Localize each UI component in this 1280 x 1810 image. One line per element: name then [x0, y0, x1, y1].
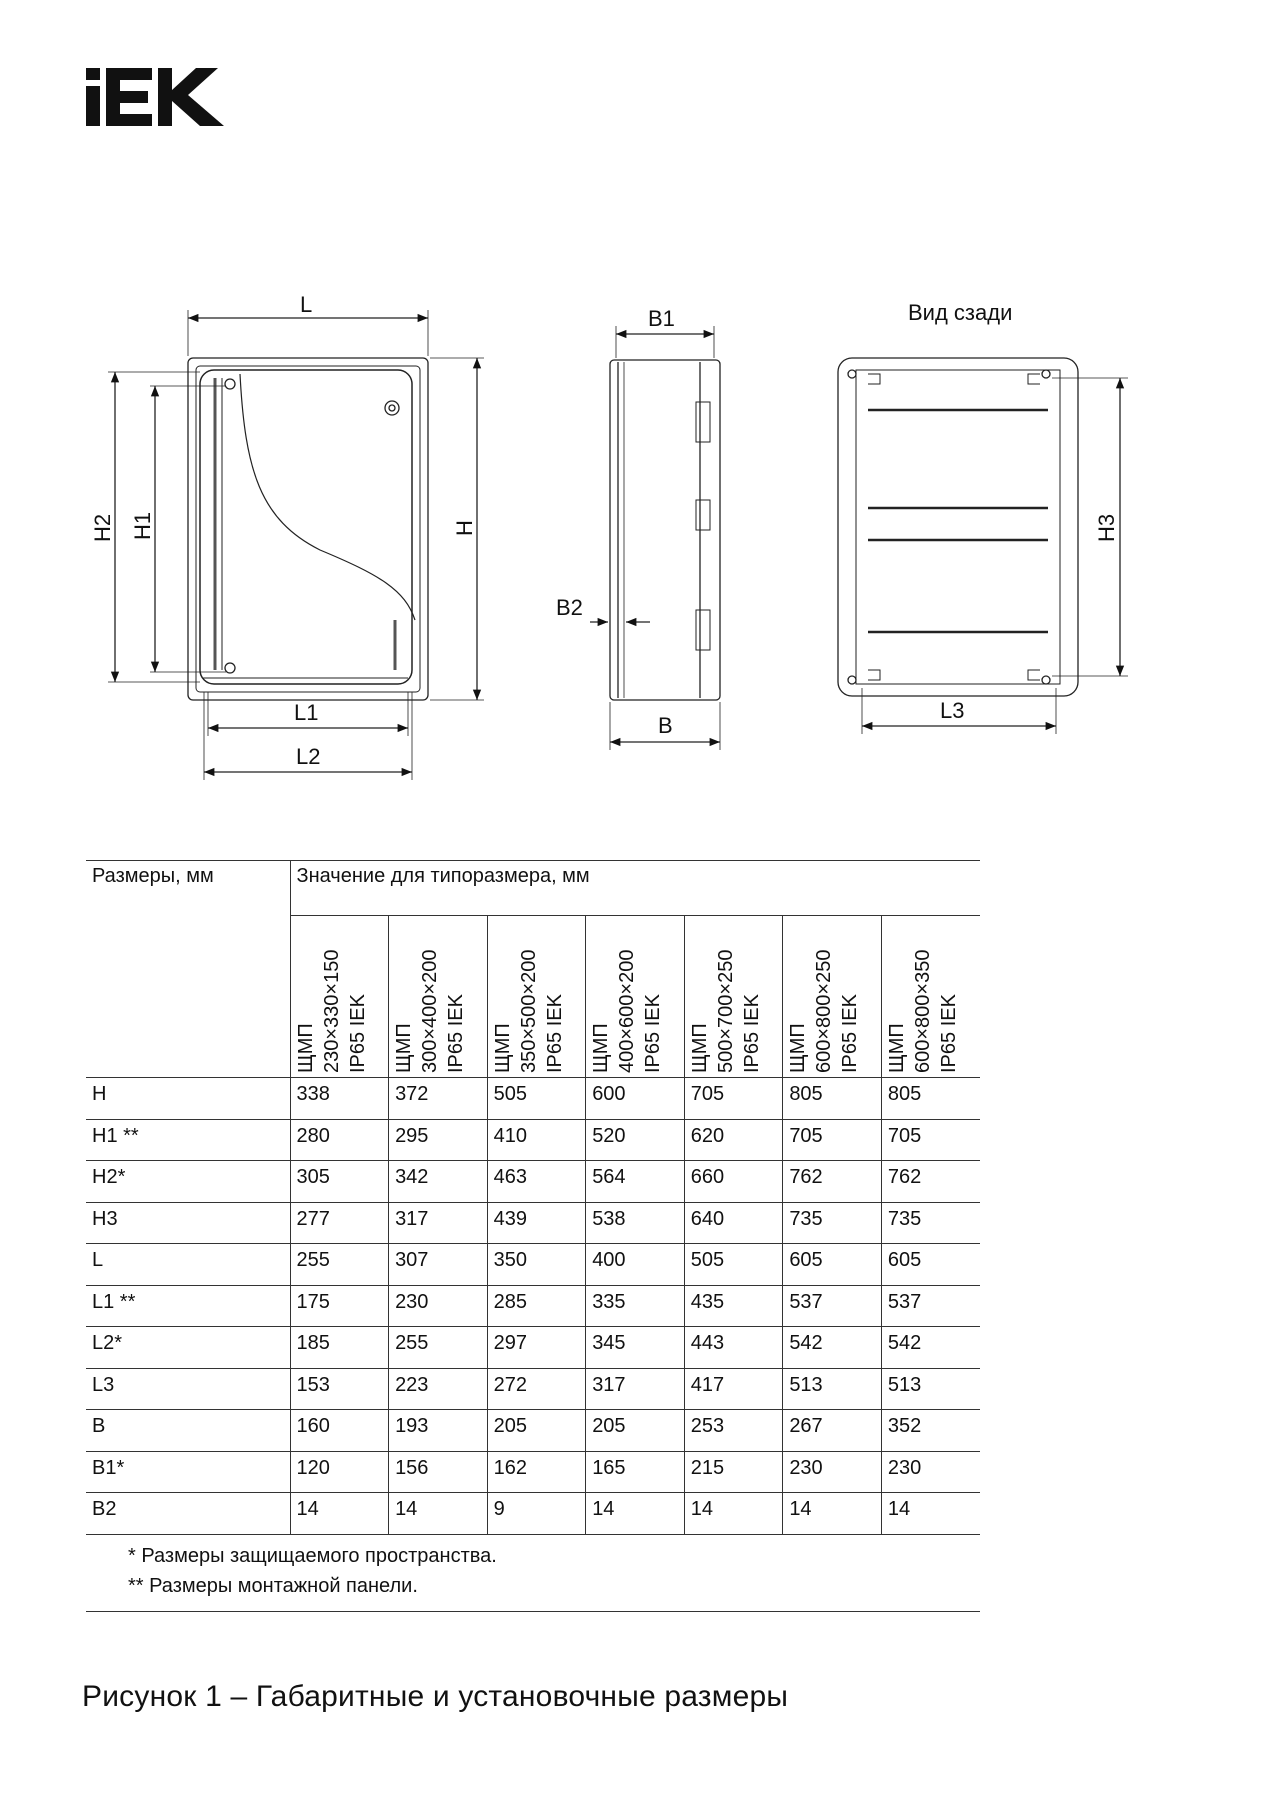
- cell-value: 205: [586, 1410, 685, 1452]
- cell-value: 255: [290, 1244, 389, 1286]
- table-row: [86, 1202, 980, 1244]
- model-header: ЩМП 600×800×350 IP65 IEK: [881, 916, 980, 1078]
- row-label: L: [86, 1244, 290, 1286]
- cell-value: 352: [881, 1410, 980, 1452]
- table-row: [86, 1244, 980, 1286]
- table-row: [86, 1119, 980, 1161]
- cell-value: 660: [684, 1161, 783, 1203]
- dimension-drawing: [0, 290, 1280, 790]
- cell-value: 537: [881, 1285, 980, 1327]
- cell-value: 317: [586, 1368, 685, 1410]
- cell-value: 295: [389, 1119, 488, 1161]
- cell-value: 14: [881, 1493, 980, 1535]
- model-header: ЩМП 400×600×200 IP65 IEK: [586, 916, 685, 1078]
- cell-value: 513: [881, 1368, 980, 1410]
- cell-value: 297: [487, 1327, 586, 1369]
- cell-value: 735: [881, 1202, 980, 1244]
- row-label: B: [86, 1410, 290, 1452]
- label-B: B: [658, 713, 673, 738]
- cell-value: 156: [389, 1451, 488, 1493]
- cell-value: 762: [783, 1161, 882, 1203]
- cell-value: 335: [586, 1285, 685, 1327]
- cell-value: 600: [586, 1078, 685, 1120]
- cell-value: 705: [783, 1119, 882, 1161]
- row-label: B1*: [86, 1451, 290, 1493]
- table-notes: [86, 1535, 980, 1612]
- cell-value: 705: [684, 1078, 783, 1120]
- cell-value: 267: [783, 1410, 882, 1452]
- model-header: ЩМП 350×500×200 IP65 IEK: [487, 916, 586, 1078]
- label-L1: L1: [294, 700, 319, 725]
- cell-value: 14: [684, 1493, 783, 1535]
- cell-value: 205: [487, 1410, 586, 1452]
- row-label: H3: [86, 1202, 290, 1244]
- cell-value: 14: [290, 1493, 389, 1535]
- cell-value: 410: [487, 1119, 586, 1161]
- cell-value: 253: [684, 1410, 783, 1452]
- cell-value: 564: [586, 1161, 685, 1203]
- cell-value: 9: [487, 1493, 586, 1535]
- note-protected-space: * Размеры защищаемого пространства.: [128, 1544, 497, 1567]
- row-label: L3: [86, 1368, 290, 1410]
- back-view: [838, 358, 1128, 734]
- row-label: B2: [86, 1493, 290, 1535]
- cell-value: 14: [783, 1493, 882, 1535]
- cell-value: 439: [487, 1202, 586, 1244]
- model-header: ЩМП 300×400×200 IP65 IEK: [389, 916, 488, 1078]
- cell-value: 805: [783, 1078, 882, 1120]
- model-header: ЩМП 500×700×250 IP65 IEK: [684, 916, 783, 1078]
- col-header-dimensions: Размеры, мм: [86, 861, 290, 1078]
- model-header: ЩМП 230×330×150 IP65 IEK: [290, 916, 389, 1078]
- cell-value: 345: [586, 1327, 685, 1369]
- col-header-values: Значение для типоразмера, мм: [290, 861, 980, 916]
- cell-value: 505: [487, 1078, 586, 1120]
- cell-value: 400: [586, 1244, 685, 1286]
- cell-value: 230: [783, 1451, 882, 1493]
- row-label: H: [86, 1078, 290, 1120]
- table-row: [86, 1451, 980, 1493]
- table-row: [86, 1327, 980, 1369]
- cell-value: 435: [684, 1285, 783, 1327]
- label-H3: H3: [1094, 513, 1119, 542]
- figure-caption: Рисунок 1 – Габаритные и установочные размеры: [82, 1680, 789, 1713]
- cell-value: 705: [881, 1119, 980, 1161]
- cell-value: 162: [487, 1451, 586, 1493]
- cell-value: 153: [290, 1368, 389, 1410]
- cell-value: 605: [783, 1244, 882, 1286]
- cell-value: 175: [290, 1285, 389, 1327]
- cell-value: 215: [684, 1451, 783, 1493]
- cell-value: 165: [586, 1451, 685, 1493]
- cell-value: 417: [684, 1368, 783, 1410]
- cell-value: 317: [389, 1202, 488, 1244]
- cell-value: 230: [881, 1451, 980, 1493]
- cell-value: 342: [389, 1161, 488, 1203]
- cell-value: 538: [586, 1202, 685, 1244]
- table-row: [86, 1493, 980, 1535]
- cell-value: 513: [783, 1368, 882, 1410]
- cell-value: 272: [487, 1368, 586, 1410]
- model-header: ЩМП 600×800×250 IP65 IEK: [783, 916, 882, 1078]
- cell-value: 230: [389, 1285, 488, 1327]
- cell-value: 542: [881, 1327, 980, 1369]
- cell-value: 120: [290, 1451, 389, 1493]
- iek-logo: [86, 68, 228, 126]
- table-row: [86, 1410, 980, 1452]
- label-L: L: [300, 292, 313, 317]
- cell-value: 285: [487, 1285, 586, 1327]
- row-label: H1 **: [86, 1119, 290, 1161]
- cell-value: 805: [881, 1078, 980, 1120]
- label-H1: H1: [130, 511, 155, 540]
- table-row: [86, 1285, 980, 1327]
- label-L3: L3: [940, 698, 965, 723]
- cell-value: 223: [389, 1368, 488, 1410]
- cell-value: 542: [783, 1327, 882, 1369]
- label-L2: L2: [296, 744, 321, 769]
- cell-value: 307: [389, 1244, 488, 1286]
- label-H2: H2: [90, 513, 115, 542]
- cell-value: 620: [684, 1119, 783, 1161]
- table-row: [86, 1078, 980, 1120]
- table-row: [86, 1161, 980, 1203]
- cell-value: 14: [586, 1493, 685, 1535]
- side-view: [590, 326, 720, 750]
- cell-value: 372: [389, 1078, 488, 1120]
- cell-value: 537: [783, 1285, 882, 1327]
- cell-value: 520: [586, 1119, 685, 1161]
- cell-value: 280: [290, 1119, 389, 1161]
- label-B1: B1: [648, 306, 675, 331]
- cell-value: 735: [783, 1202, 882, 1244]
- cell-value: 762: [881, 1161, 980, 1203]
- cell-value: 463: [487, 1161, 586, 1203]
- cell-value: 305: [290, 1161, 389, 1203]
- row-label: L1 **: [86, 1285, 290, 1327]
- back-view-title: Вид сзади: [908, 300, 1013, 325]
- dimensions-table: [86, 860, 980, 1612]
- cell-value: 505: [684, 1244, 783, 1286]
- cell-value: 255: [389, 1327, 488, 1369]
- row-label: H2*: [86, 1161, 290, 1203]
- label-B2: B2: [556, 595, 583, 620]
- label-H: H: [452, 520, 477, 536]
- cell-value: 160: [290, 1410, 389, 1452]
- cell-value: 338: [290, 1078, 389, 1120]
- cell-value: 640: [684, 1202, 783, 1244]
- row-label: L2*: [86, 1327, 290, 1369]
- cell-value: 277: [290, 1202, 389, 1244]
- cell-value: 443: [684, 1327, 783, 1369]
- cell-value: 193: [389, 1410, 488, 1452]
- cell-value: 14: [389, 1493, 488, 1535]
- note-mounting-panel: ** Размеры монтажной панели.: [128, 1574, 418, 1597]
- cell-value: 350: [487, 1244, 586, 1286]
- cell-value: 605: [881, 1244, 980, 1286]
- cell-value: 185: [290, 1327, 389, 1369]
- table-row: [86, 1368, 980, 1410]
